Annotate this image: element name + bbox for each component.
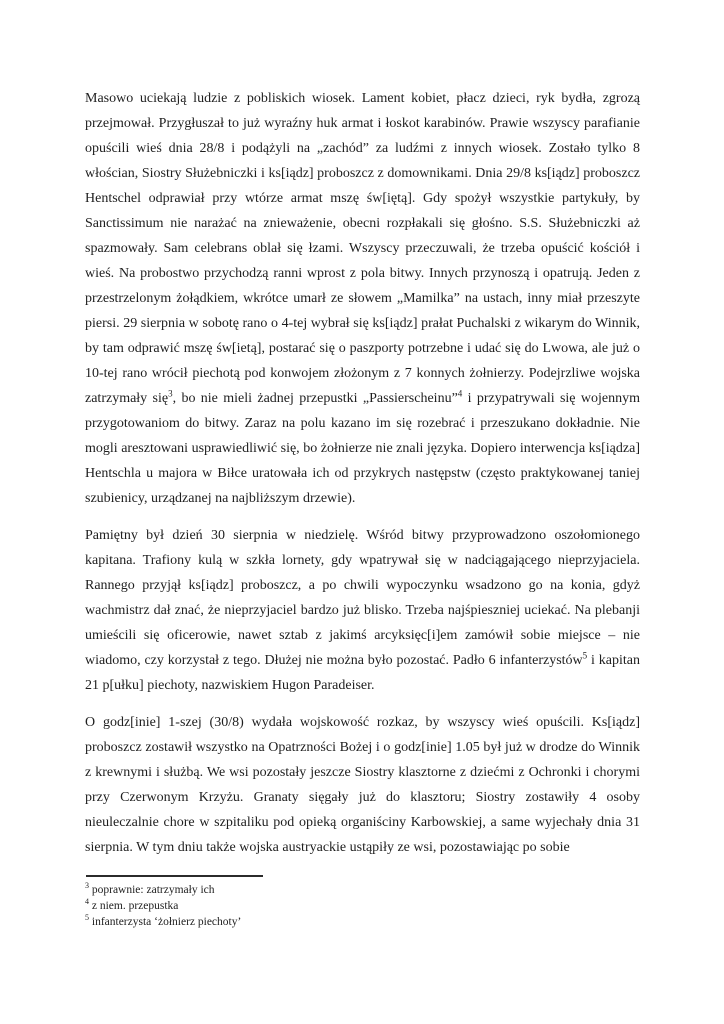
footnote-4 <box>85 898 640 914</box>
footnote-4-text: z niem. przepustka <box>91 900 179 912</box>
paragraph-2-text-a: Pamiętny był dzień 30 sierpnia w niedzielę. Wśród bitwy przyprowadzono oszołomionego kapitana. Trafiony kulą w szkła lornety, gdy wpatrywał się w nadciągającego nieprzyjaciela. Rannego przyjął ks[iądz] proboszcz, a po chwili wypoczynku wsadzono go na konia, gdyż wachmistrz dał znać, że nieprzyjaciel bardzo już blisko. Trzeba najśpieszniej uciekać. Na plebanji umieścili się oficerowie, nawet sztab z jakimś arcyksięc[i]em zamówił sobie miejsce – nie wiadomo, czy korzystał z tego. Dłużej nie można było pozostać. Padło 6 infanterzystów <box>85 528 640 668</box>
footnote-3-marker: 3 <box>85 881 89 891</box>
paragraph-3 <box>85 710 640 860</box>
footnote-5 <box>85 914 640 930</box>
footnotes-section <box>85 875 640 930</box>
footnote-5-text: infanterzysta ‘żołnierz piechoty’ <box>91 916 242 928</box>
footnote-ref-3: 3 <box>168 388 173 399</box>
footnote-3-text: poprawnie: zatrzymały ich <box>91 884 215 896</box>
footnote-5-marker: 5 <box>85 913 89 923</box>
footnote-4-marker: 4 <box>85 897 89 907</box>
footnote-ref-4: 4 <box>457 388 463 399</box>
footnote-ref-5: 5 <box>582 650 588 661</box>
paragraph-1-text-c: i przypatrywali się wojennym przygotowaniom do bitwy. Zaraz na polu kazano im się rozebrać i przeszukano dokładnie. Nie mogli aresztowani usprawiedliwić się, bo żołnierze nie znali języka. Dopiero interwencja ks[iądza] Hentschla u majora w Biłce uratowała ich od przykrych następstw (często praktykowanej taniej szubienicy, urządzanej na najbliższym drzewie). <box>85 391 640 506</box>
document-body <box>85 86 640 860</box>
footnote-divider <box>86 875 263 877</box>
paragraph-1-text-a: Masowo uciekają ludzie z pobliskich wiosek. Lament kobiet, płacz dzieci, ryk bydła, zgrozą przejmował. Przygłuszał to już wyraźny huk armat i łoskot karabinów. Prawie wszyscy parafianie opuścili wieś dnia 28/8 i podążyli na „zachód” za ludźmi z innych wiosek. Zostało tylko 8 włościan, Siostry Służebniczki i ks[iądz] proboszcz z domownikami. Dnia 29/8 ks[iądz] proboszcz Hentschel odprawiał przy wtórze armat mszę św[iętą]. Gdy spożył wszystkie partykuły, by Sanctissimum nie narażać na znieważenie, obecni rozpłakali się głośno. S.S. Służebniczki aż spazmowały. Sam celebrans oblał się łzami. Wszyscy przeczuwali, że trzeba opuścić kościół i wieś. Na probostwo przychodzą ranni wprost z pola bitwy. Innych przynoszą i opatrują. Jeden z przestrzelonym żołądkiem, wkrótce umarł ze słowem „Mamilka” na ustach, inny miał przeszyte piersi. 29 sierpnia w sobotę rano o 4-tej wybrał się ks[iądz] prałat Puchalski z wikarym do Winnik, by tam odprawić mszę św[ietą], postarać się o paszporty potrzebne i udać się do Lwowa, ale już o 10-tej rano wrócił piechotą pod konwojem złożonym z 7 konnych żołnierzy. Podejrzliwe wojska zatrzymały się <box>85 91 640 406</box>
paragraph-1-text-b: , bo nie mieli żadnej przepustki „Passierscheinu” <box>172 391 458 406</box>
footnote-3 <box>85 882 640 898</box>
paragraph-3-text: O godz[inie] 1-szej (30/8) wydała wojskowość rozkaz, by wszyscy wieś opuścili. Ks[iądz] proboszcz zostawił wszystko na Opatrzności Bożej i o godz[inie] 1.05 był już w drodze do Winnik z krewnymi i służbą. We wsi pozostały jeszcze Siostry klasztorne z dziećmi z Ochronki i chorymi przy Czerwonym Krzyżu. Granaty sięgały już do klasztoru; Siostry zostawiły 4 osoby nieuleczalnie chore w szpitaliku pod opieką organiściny Karbowskiej, a same wyjechały dnia 31 sierpnia. W tym dniu także wojska austryackie ustąpiły ze wsi, pozostawiając po sobie <box>85 715 640 855</box>
paragraph-1 <box>85 86 640 511</box>
paragraph-2 <box>85 523 640 698</box>
paragraph-2-text-b: i kapitan 21 p[ułku] piechoty, nazwiskiem Hugon Paradeiser. <box>85 653 640 693</box>
